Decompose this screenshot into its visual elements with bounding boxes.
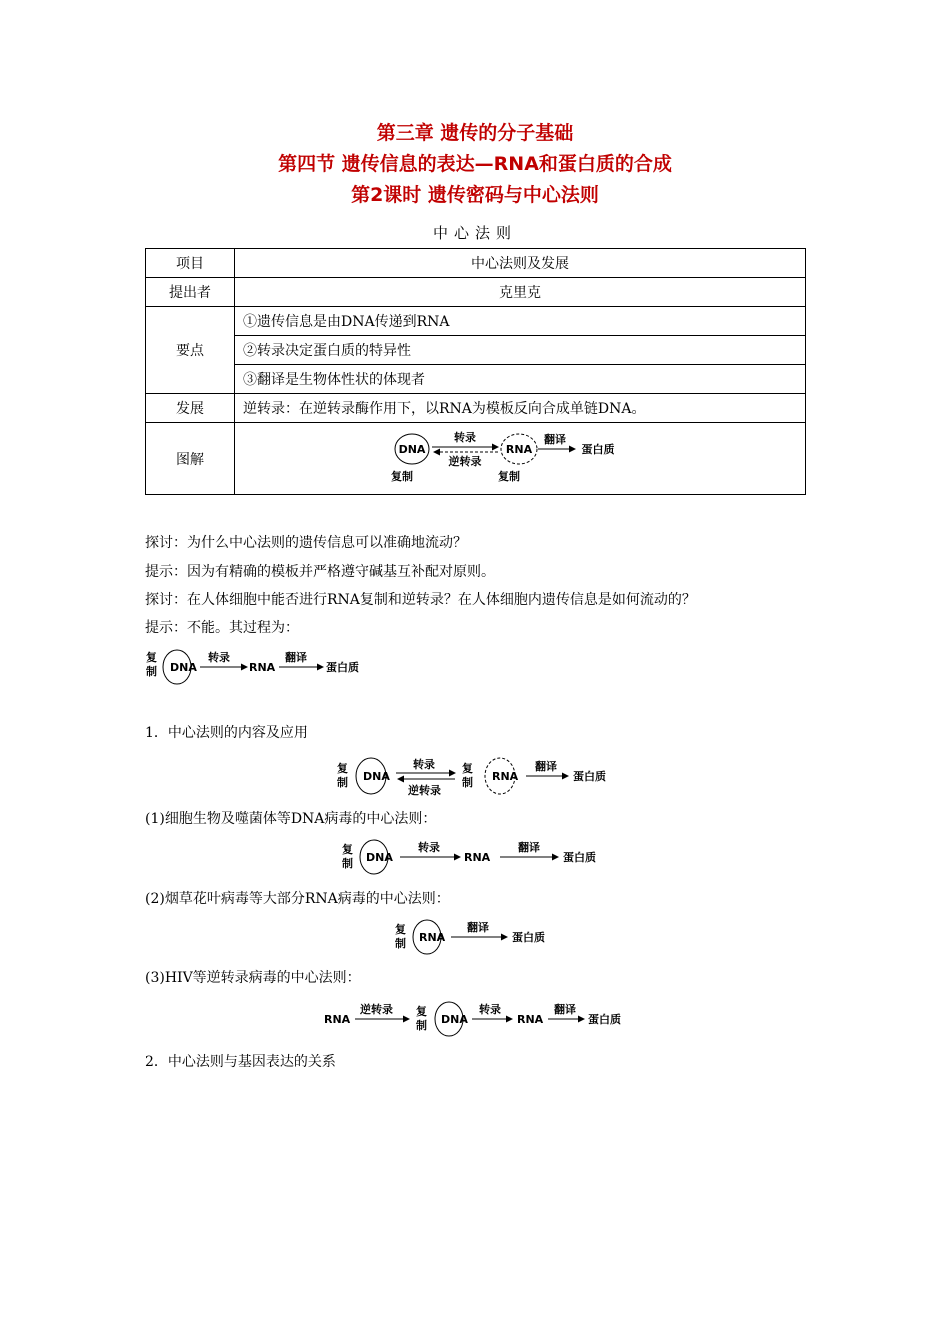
table-subheading: 中心法则 [432, 224, 517, 242]
title-block [0, 118, 950, 211]
protein-label: 蛋白质 [326, 661, 359, 674]
rna-label: RNA [249, 661, 276, 674]
central-dogma-table [145, 248, 806, 495]
replication-char-top: 复 [462, 762, 473, 775]
transcription-label: 转录 [208, 651, 230, 664]
chapter-title: 第三章 遗传的分子基础 [376, 122, 574, 144]
dna-label: DNA [170, 661, 197, 674]
translation-label: 翻译 [535, 760, 557, 773]
translation-label: 翻译 [518, 841, 540, 854]
protein-label: 蛋白质 [581, 442, 615, 456]
lesson-title: 第2课时 遗传密码与中心法则 [351, 184, 599, 206]
rna-label: RNA [464, 851, 491, 864]
transcription-label: 转录 [454, 430, 476, 444]
discussion-hint-2: 提示：不能。其过程为： [145, 620, 299, 636]
replication-char-bottom: 制 [337, 776, 348, 789]
dna-label: DNA [366, 851, 393, 864]
diagram-cell [235, 423, 806, 495]
section-title: 第四节 遗传信息的表达—RNA和蛋白质的合成 [278, 153, 672, 175]
row-value: 逆转录：在逆转录酶作用下，以RNA为模板反向合成单链DNA。 [235, 394, 806, 423]
replication-char-bottom: 制 [342, 857, 353, 870]
section1-title: 1．中心法则的内容及应用 [145, 725, 308, 741]
key-point: ①遗传信息是由DNA传递到RNA [235, 307, 806, 336]
translation-label: 翻译 [467, 921, 489, 934]
replication-char-bottom: 制 [416, 1019, 427, 1032]
transcription-label: 转录 [413, 758, 435, 771]
dna-label: DNA [441, 1013, 468, 1026]
replication-label: 复制 [498, 469, 520, 483]
protein-label: 蛋白质 [588, 1013, 621, 1026]
key-point: ③翻译是生物体性状的体现者 [235, 365, 806, 394]
row-value: 中心法则及发展 [235, 249, 806, 278]
row-label: 要点 [146, 307, 235, 394]
replication-char-top: 复 [342, 843, 353, 856]
key-point: ②转录决定蛋白质的特异性 [235, 336, 806, 365]
table-row [146, 307, 806, 336]
protein-label: 蛋白质 [573, 770, 606, 783]
section1-item-2: (2)烟草花叶病毒等大部分RNA病毒的中心法则： [145, 891, 450, 907]
table-row [146, 336, 806, 365]
table-row [146, 423, 806, 495]
row-label: 项目 [146, 249, 235, 278]
row-value: 克里克 [235, 278, 806, 307]
replication-char-top: 复 [146, 651, 157, 664]
replication-char-top: 复 [395, 923, 406, 936]
table-row [146, 394, 806, 423]
human-flow-diagram [143, 645, 383, 690]
reverse-transcription-label: 逆转录 [408, 784, 441, 797]
table-row [146, 249, 806, 278]
rna-label: RNA [324, 1013, 351, 1026]
replication-char-bottom: 制 [395, 937, 406, 950]
rna-label: RNA [419, 931, 446, 944]
translation-label: 翻译 [285, 651, 307, 664]
row-label: 提出者 [146, 278, 235, 307]
cellular-dogma-diagram [340, 835, 620, 881]
replication-char-bottom: 制 [462, 776, 473, 789]
dna-label: DNA [363, 770, 390, 783]
central-dogma-diagram [385, 427, 655, 487]
section1-item-3: (3)HIV等逆转录病毒的中心法则： [145, 970, 361, 986]
discussion-question-1: 探讨：为什么中心法则的遗传信息可以准确地流动？ [145, 535, 467, 551]
replication-char-bottom: 制 [146, 665, 157, 678]
translation-label: 翻译 [544, 432, 566, 446]
reverse-transcription-label: 逆转录 [360, 1003, 393, 1016]
retrovirus-dogma-diagram [322, 995, 642, 1041]
reverse-transcription-label: 逆转录 [448, 454, 482, 468]
full-dogma-diagram [335, 752, 625, 800]
discussion-hint-1: 提示：因为有精确的模板并严格遵守碱基互补配对原则。 [145, 564, 495, 580]
rna-label: RNA [492, 770, 519, 783]
table-row [146, 278, 806, 307]
table-row [146, 365, 806, 394]
rna-label: RNA [505, 442, 533, 456]
rna-virus-dogma-diagram [393, 915, 573, 961]
transcription-label: 转录 [418, 841, 440, 854]
row-label: 图解 [146, 423, 235, 495]
protein-label: 蛋白质 [563, 851, 596, 864]
section2-title: 2．中心法则与基因表达的关系 [145, 1054, 336, 1070]
rna-label: RNA [517, 1013, 544, 1026]
protein-label: 蛋白质 [512, 931, 545, 944]
replication-label: 复制 [391, 469, 413, 483]
replication-char-top: 复 [416, 1005, 427, 1018]
section1-item-1: (1)细胞生物及噬菌体等DNA病毒的中心法则： [145, 811, 437, 827]
dna-label: DNA [398, 442, 426, 456]
discussion-question-2: 探讨：在人体细胞中能否进行RNA复制和逆转录？在人体细胞内遗传信息是如何流动的？ [145, 592, 696, 608]
translation-label: 翻译 [554, 1003, 576, 1016]
replication-char-top: 复 [337, 762, 348, 775]
row-label: 发展 [146, 394, 235, 423]
transcription-label: 转录 [479, 1003, 501, 1016]
